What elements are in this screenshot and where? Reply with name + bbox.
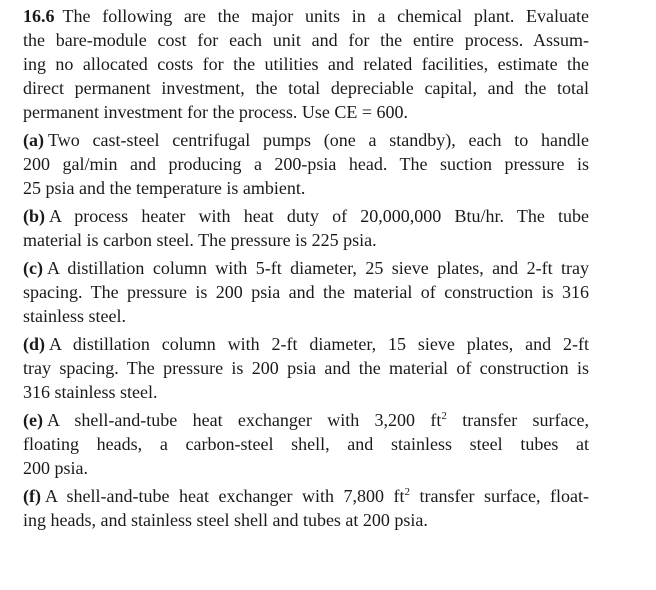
part-c-line-1-text: A distillation column with 5-ft diameter, 25 sieve plates, and 2-ft tray: [46, 258, 589, 278]
part-a-label: (a): [23, 130, 44, 150]
problem-line-3: ing no allocated costs for the utilities and related facilities, estimate the: [23, 54, 589, 74]
part-d-line-1-text: A distillation column with 2-ft diameter, 15 sieve plates, and 2-ft: [49, 334, 589, 354]
part-e-line-1-before: A shell-and-tube heat exchanger with 3,200 ft: [46, 410, 442, 430]
problem-line-2: the bare-module cost for each unit and for the entire process. Assum-: [23, 30, 589, 50]
part-c-line-2: spacing. The pressure is 200 psia and the material of construction is 316: [23, 282, 589, 302]
problem-number: 16.6: [23, 6, 55, 26]
part-d-label: (d): [23, 334, 45, 354]
part-f-line-2: ing heads, and stainless steel shell and tubes at 200 psia.: [23, 510, 428, 530]
part-f-label: (f): [23, 486, 41, 506]
problem-statement: [23, 4, 589, 124]
part-a-line-2: 200 gal/min and producing a 200-psia head. The suction pressure is: [23, 154, 589, 174]
part-b-line-1: [23, 204, 589, 228]
part-c-label: (c): [23, 258, 43, 278]
part-d: [23, 332, 589, 404]
part-c-line-3: stainless steel.: [23, 306, 126, 326]
part-d-line-1: [23, 332, 589, 356]
problem-text: [23, 4, 589, 536]
problem-line-1-text: The following are the major units in a chemical plant. Evaluate: [62, 6, 589, 26]
part-e-line-1-after: transfer surface,: [446, 410, 589, 430]
problem-line-4: direct permanent investment, the total depreciable capital, and the total: [23, 78, 589, 98]
part-c: [23, 256, 589, 328]
part-d-line-2: tray spacing. The pressure is 200 psia and the material of construction is: [23, 358, 589, 378]
part-c-line-1: [23, 256, 589, 280]
part-b-line-1-text: A process heater with heat duty of 20,000,000 Btu/hr. The tube: [49, 206, 589, 226]
part-a-line-1: [23, 128, 589, 152]
problem-line-5: permanent investment for the process. Use CE = 600.: [23, 102, 409, 122]
part-e-line-3: 200 psia.: [23, 458, 88, 478]
problem-line-1: [23, 4, 589, 28]
part-e: [23, 408, 589, 480]
part-a: [23, 128, 589, 200]
part-d-line-3: 316 stainless steel.: [23, 382, 158, 402]
part-e-line-1: [23, 408, 589, 432]
part-e-label: (e): [23, 410, 43, 430]
part-e-area-exponent: 2: [441, 410, 447, 422]
part-a-line-1-text: Two cast-steel centrifugal pumps (one a standby), each to handle: [48, 130, 589, 150]
part-b-label: (b): [23, 206, 45, 226]
part-f-line-1-after: transfer surface, float-: [410, 486, 589, 506]
part-f: [23, 484, 589, 532]
part-b: [23, 204, 589, 252]
part-e-line-2: floating heads, a carbon-steel shell, and stainless steel tubes at: [23, 434, 589, 454]
part-f-line-1-before: A shell-and-tube heat exchanger with 7,800 ft: [44, 486, 405, 506]
part-f-area-exponent: 2: [404, 486, 411, 498]
part-a-line-3: 25 psia and the temperature is ambient.: [23, 178, 306, 198]
part-b-line-2: material is carbon steel. The pressure is 225 psia.: [23, 230, 377, 250]
part-f-line-1: [23, 484, 589, 508]
